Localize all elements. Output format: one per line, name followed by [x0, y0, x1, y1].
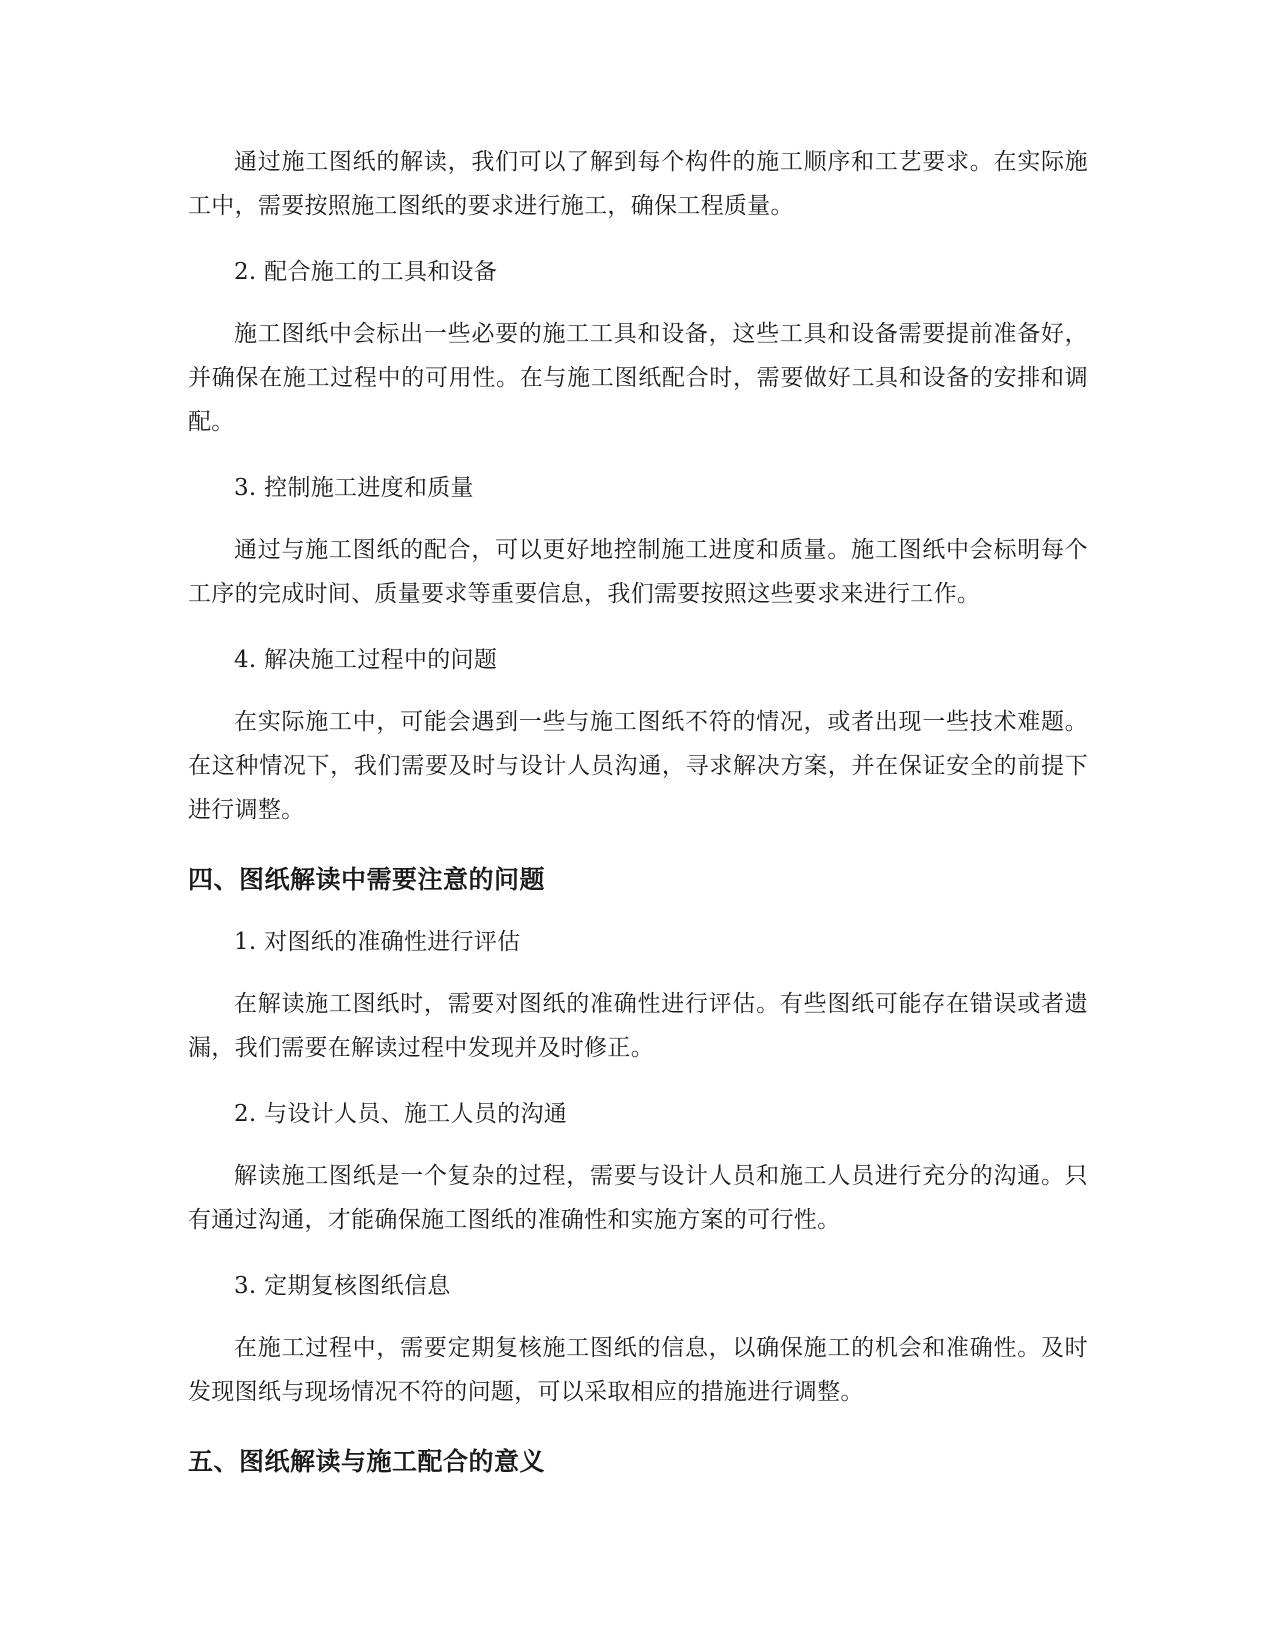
subheading-item-3: 3. 控制施工进度和质量	[234, 475, 474, 501]
paragraph: 通过与施工图纸的配合，可以更好地控制施工进度和质量。施工图纸中会标明每个工序的完成时间、质量要求等重要信息，我们需要按照这些要求来进行工作。	[188, 537, 1088, 607]
paragraph: 在实际施工中，可能会遇到一些与施工图纸不符的情况，或者出现一些技术难题。在这种情况下，我们需要及时与设计人员沟通，寻求解决方案，并在保证安全的前提下进行调整。	[188, 709, 1088, 823]
subheading-item-4: 4. 解决施工过程中的问题	[234, 647, 498, 673]
paragraph: 施工图纸中会标出一些必要的施工工具和设备，这些工具和设备需要提前准备好，并确保在施工过程中的可用性。在与施工图纸配合时，需要做好工具和设备的安排和调配。	[188, 321, 1088, 435]
paragraph: 解读施工图纸是一个复杂的过程，需要与设计人员和施工人员进行充分的沟通。只有通过沟通，才能确保施工图纸的准确性和实施方案的可行性。	[188, 1163, 1088, 1233]
document-page	[188, 140, 1088, 1504]
paragraph: 在解读施工图纸时，需要对图纸的准确性进行评估。有些图纸可能存在错误或者遗漏，我们需要在解读过程中发现并及时修正。	[188, 991, 1088, 1061]
subheading-item-2: 2. 与设计人员、施工人员的沟通	[234, 1101, 568, 1127]
section-title-4: 四、图纸解读中需要注意的问题	[188, 865, 546, 894]
paragraph: 在施工过程中，需要定期复核施工图纸的信息，以确保施工的机会和准确性。及时发现图纸与现场情况不符的问题，可以采取相应的措施进行调整。	[188, 1335, 1088, 1405]
subheading-item-1: 1. 对图纸的准确性进行评估	[234, 929, 521, 955]
subheading-item-2: 2. 配合施工的工具和设备	[234, 259, 498, 285]
section-title-5: 五、图纸解读与施工配合的意义	[188, 1447, 546, 1476]
paragraph: 通过施工图纸的解读，我们可以了解到每个构件的施工顺序和工艺要求。在实际施工中，需要按照施工图纸的要求进行施工，确保工程质量。	[188, 149, 1088, 219]
subheading-item-3: 3. 定期复核图纸信息	[234, 1273, 451, 1299]
